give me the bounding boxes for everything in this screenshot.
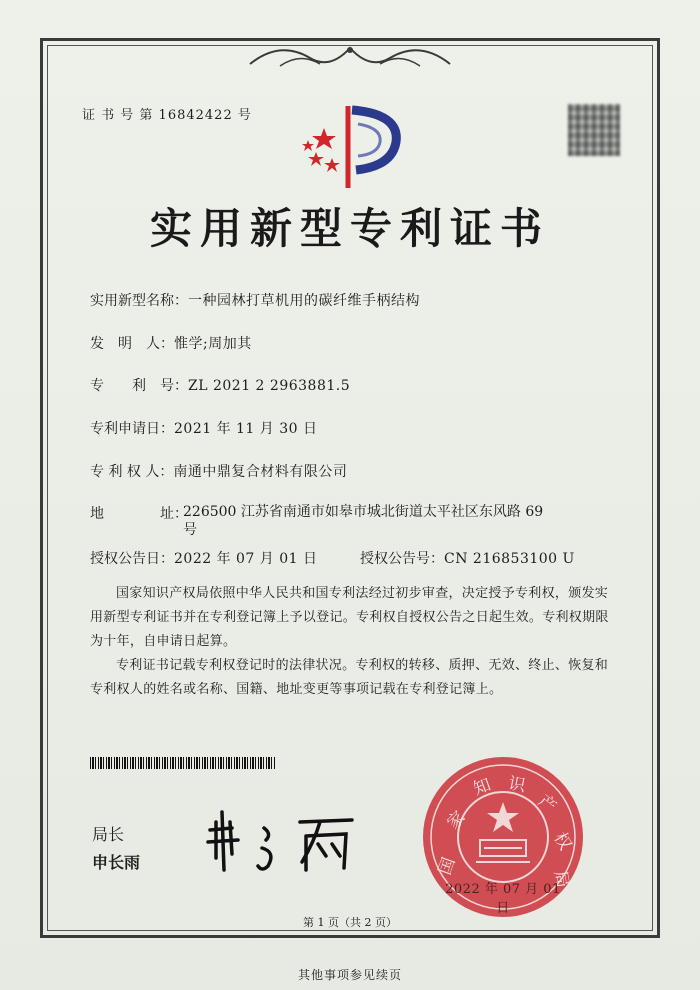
field-patentee: 专 利 权 人：南通中鼎复合材料有限公司 [90, 464, 348, 480]
director-signature [202, 808, 362, 878]
field-grant-announcement-date: 授权公告日：2022 年 07 月 01 日 [90, 551, 318, 567]
cnipa-logo-icon [296, 100, 406, 192]
director-title: 局长 [92, 825, 125, 844]
svg-text:权: 权 [549, 829, 576, 854]
qr-code [568, 104, 620, 156]
paragraph-legal-status: 专利证书记载专利权登记时的法律状况。专利权的转移、质押、无效、终止、恢复和专利权人的姓名或名称、国籍、地址变更等事项记载在专利登记簿上。 [90, 658, 609, 697]
paragraph-grant-statement: 国家知识产权局依照中华人民共和国专利法经过初步审查，决定授予专利权，颁发实用新型专利证书并在专利登记簿上予以登记。专利权自授权公告之日起生效。专利权期限为十年，自申请日起算。 [90, 586, 609, 649]
field-patent-number: 专 利 号：ZL 2021 2 2963881.5 [90, 378, 351, 394]
top-ornament [240, 36, 460, 76]
field-utility-model-name: 实用新型名称：一种园林打草机用的碳纤维手柄结构 [90, 293, 420, 309]
svg-text:家: 家 [443, 807, 470, 834]
barcode [90, 757, 275, 769]
field-grant-announcement-number: 授权公告号：CN 216853100 U [360, 551, 575, 567]
svg-text:知: 知 [470, 774, 494, 800]
seal-date: 2022 年 07 月 01 日 [445, 882, 561, 916]
field-address-label: 地 址： [90, 506, 188, 522]
director-name: 申长雨 [92, 853, 141, 872]
svg-text:识: 识 [506, 773, 527, 797]
svg-text:产: 产 [534, 790, 560, 818]
footer-note: 其他事项参见续页 [297, 968, 402, 982]
field-address-value: 226500 江苏省南通市如皋市城北街道太平社区东风路 69 号 [183, 504, 544, 538]
field-application-date: 专利申请日：2021 年 11 月 30 日 [90, 421, 318, 437]
svg-text:局: 局 [549, 869, 573, 890]
page-number: 第 1 页（共 2 页） [303, 916, 397, 929]
certificate-title: 实用新型专利证书 [149, 204, 550, 253]
svg-text:国: 国 [434, 854, 460, 878]
field-inventor: 发 明 人：惟学;周加其 [90, 336, 252, 352]
certificate-number: 证 书 号 第 16842422 号 [82, 108, 252, 123]
